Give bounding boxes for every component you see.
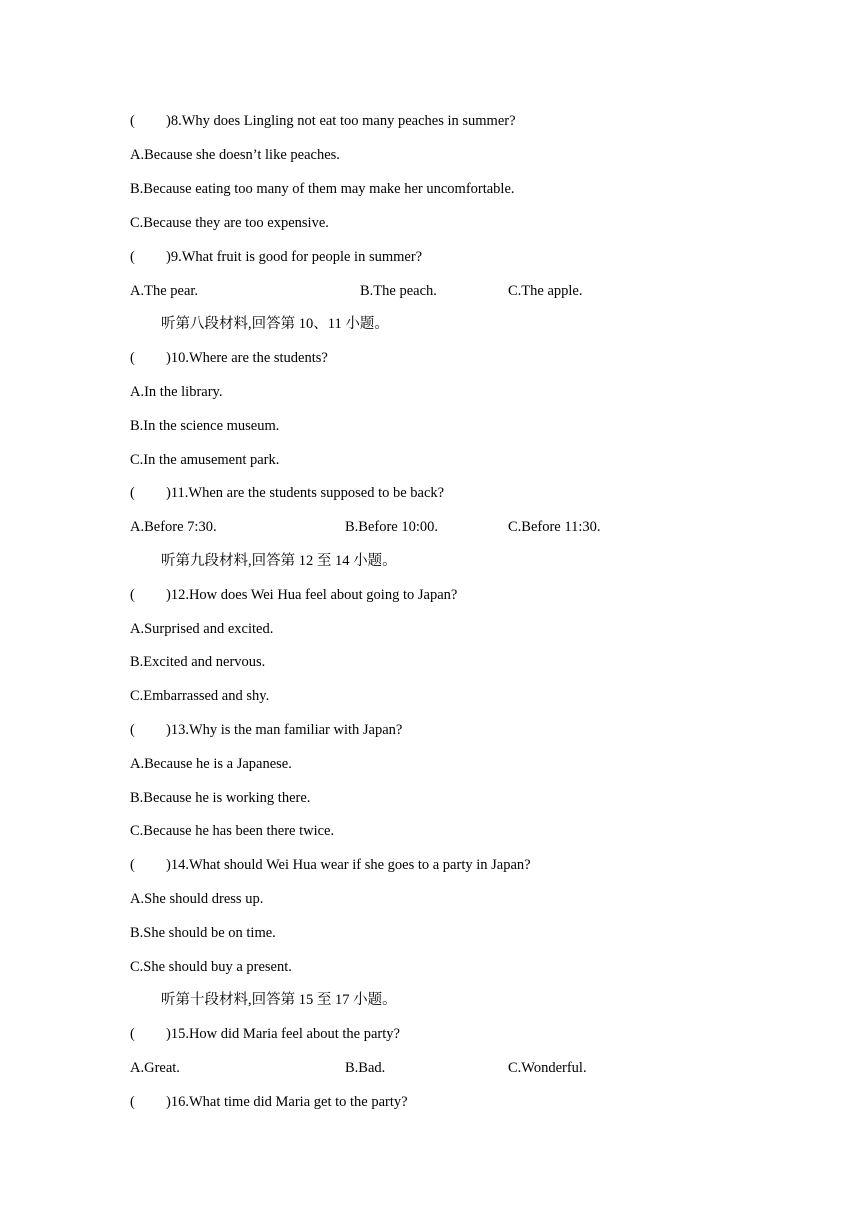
option-11c: C.Before 11:30. — [508, 519, 601, 535]
answer-blank: ( — [130, 587, 135, 603]
option-15c: C.Wonderful. — [508, 1060, 587, 1076]
option-9a: A.The pear. — [130, 283, 199, 299]
question-text: )11.When are the students supposed to be back? — [166, 485, 445, 501]
question-15 — [130, 1024, 770, 1044]
option-13b: B.Because he is working there. — [130, 790, 311, 806]
section-heading-8: 听第八段材料,回答第 10、11 小题。 — [161, 316, 389, 332]
question-text: )8.Why does Lingling not eat too many peaches in summer? — [166, 113, 516, 129]
option-9b: B.The peach. — [360, 283, 437, 299]
question-9 — [130, 247, 770, 267]
option-14c: C.She should buy a present. — [130, 959, 292, 975]
answer-blank: ( — [130, 722, 135, 738]
option-12c: C.Embarrassed and shy. — [130, 688, 270, 704]
option-10a: A.In the library. — [130, 384, 223, 400]
option-10c: C.In the amusement park. — [130, 452, 280, 468]
option-15b: B.Bad. — [345, 1060, 386, 1076]
option-14b: B.She should be on time. — [130, 925, 276, 941]
option-12b: B.Excited and nervous. — [130, 654, 266, 670]
question-text: )10.Where are the students? — [166, 350, 328, 366]
answer-blank: ( — [130, 1094, 135, 1110]
option-14a: A.She should dress up. — [130, 891, 264, 907]
option-13c: C.Because he has been there twice. — [130, 823, 335, 839]
question-12 — [130, 585, 770, 605]
question-text: )12.How does Wei Hua feel about going to Japan? — [166, 587, 458, 603]
question-14 — [130, 855, 770, 875]
option-8c: C.Because they are too expensive. — [130, 215, 329, 231]
answer-blank: ( — [130, 857, 135, 873]
answer-blank: ( — [130, 113, 135, 129]
option-12a: A.Surprised and excited. — [130, 621, 274, 637]
option-15a: A.Great. — [130, 1060, 180, 1076]
options-row-15 — [130, 1058, 770, 1078]
answer-blank: ( — [130, 350, 135, 366]
options-row-9 — [130, 281, 770, 301]
question-text: )16.What time did Maria get to the party? — [166, 1094, 408, 1110]
answer-blank: ( — [130, 1026, 135, 1042]
option-10b: B.In the science museum. — [130, 418, 280, 434]
question-13 — [130, 720, 770, 740]
answer-blank: ( — [130, 485, 135, 501]
question-text: )15.How did Maria feel about the party? — [166, 1026, 400, 1042]
section-heading-10: 听第十段材料,回答第 15 至 17 小题。 — [161, 992, 397, 1008]
section-heading-9: 听第九段材料,回答第 12 至 14 小题。 — [161, 553, 397, 569]
question-text: )13.Why is the man familiar with Japan? — [166, 722, 403, 738]
option-9c: C.The apple. — [508, 283, 583, 299]
option-8b: B.Because eating too many of them may make her uncomfortable. — [130, 181, 515, 197]
question-16 — [130, 1092, 770, 1112]
question-text: )14.What should Wei Hua wear if she goes to a party in Japan? — [166, 857, 531, 873]
option-11a: A.Before 7:30. — [130, 519, 217, 535]
question-10 — [130, 348, 770, 368]
option-11b: B.Before 10:00. — [345, 519, 439, 535]
option-8a: A.Because she doesn’t like peaches. — [130, 147, 340, 163]
answer-blank: ( — [130, 249, 135, 265]
question-text: )9.What fruit is good for people in summer? — [166, 249, 423, 265]
question-11 — [130, 483, 770, 503]
question-8 — [130, 111, 770, 131]
options-row-11 — [130, 517, 770, 537]
option-13a: A.Because he is a Japanese. — [130, 756, 292, 772]
